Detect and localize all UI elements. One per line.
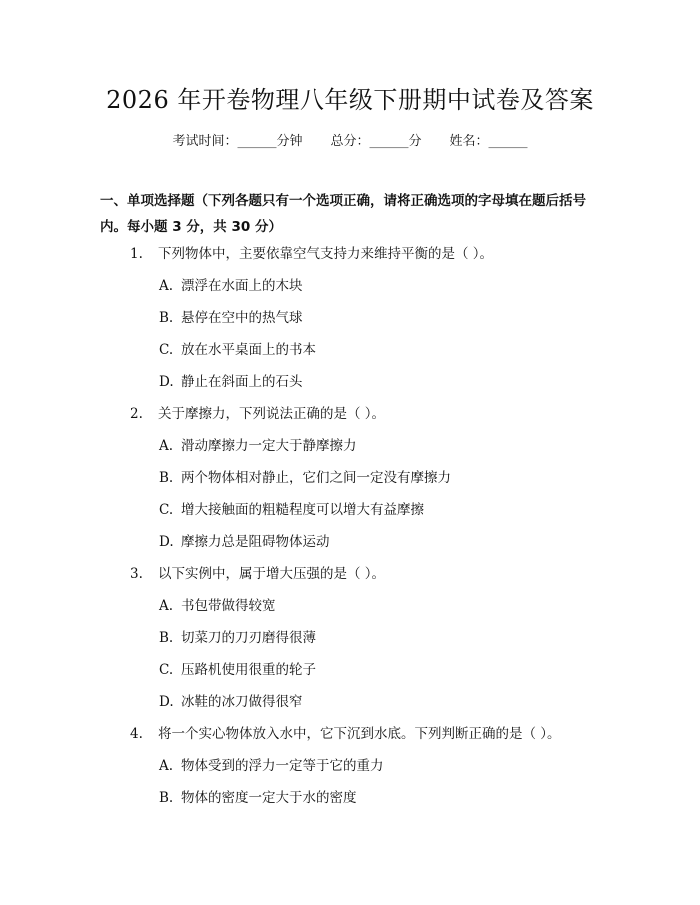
option-text: 漂浮在水面上的木块 xyxy=(181,278,303,294)
question-2-option-b xyxy=(159,468,451,488)
question-text: 将一个实心物体放入水中，它下沉到水底。下列判断正确的是（ ）。 xyxy=(158,726,561,742)
option-letter: B. xyxy=(159,630,174,646)
option-text: 静止在斜面上的石头 xyxy=(181,374,303,390)
option-letter: C. xyxy=(159,502,174,518)
question-1-option-b xyxy=(159,308,303,328)
option-text: 压路机使用很重的轮子 xyxy=(181,662,316,678)
option-letter: B. xyxy=(159,790,174,806)
option-text: 放在水平桌面上的书本 xyxy=(181,342,316,358)
question-number: 1. xyxy=(130,246,143,262)
question-text: 关于摩擦力，下列说法正确的是（ ）。 xyxy=(158,406,386,422)
option-text: 物体的密度一定大于水的密度 xyxy=(181,790,357,806)
option-letter: A. xyxy=(159,438,174,454)
option-letter: C. xyxy=(159,342,174,358)
option-text: 物体受到的浮力一定等于它的重力 xyxy=(181,758,384,774)
question-text: 以下实例中，属于增大压强的是（ ）。 xyxy=(158,566,386,582)
section-header: 一、单项选择题（下列各题只有一个选项正确，请将正确选项的字母填在题后括号内。每小题 3 分，共 30 分） xyxy=(100,193,586,235)
exam-info-line xyxy=(0,132,700,152)
question-3-option-d xyxy=(159,692,303,712)
question-3 xyxy=(130,564,385,584)
question-text: 下列物体中，主要依靠空气支持力来维持平衡的是（ ）。 xyxy=(158,246,494,262)
question-4-option-a xyxy=(159,756,384,776)
question-2-option-d xyxy=(159,532,330,552)
option-letter: D. xyxy=(159,534,174,550)
question-4 xyxy=(130,724,561,744)
question-2-option-a xyxy=(159,436,357,456)
option-letter: A. xyxy=(159,598,174,614)
question-3-option-b xyxy=(159,628,316,648)
question-4-option-b xyxy=(159,788,357,808)
exam-title: 2026 年开卷物理八年级下册期中试卷及答案 xyxy=(106,86,594,114)
option-text: 冰鞋的冰刀做得很窄 xyxy=(181,694,303,710)
question-3-option-a xyxy=(159,596,276,616)
question-number: 3. xyxy=(130,566,143,582)
option-letter: D. xyxy=(159,374,174,390)
option-letter: B. xyxy=(159,310,174,326)
question-2-option-c xyxy=(159,500,424,520)
question-1-option-c xyxy=(159,340,316,360)
option-text: 增大接触面的粗糙程度可以增大有益摩擦 xyxy=(181,502,424,518)
option-letter: C. xyxy=(159,662,174,678)
option-text: 滑动摩擦力一定大于静摩擦力 xyxy=(181,438,357,454)
student-name-field: 姓名：______ xyxy=(449,134,528,149)
question-3-option-c xyxy=(159,660,316,680)
question-2 xyxy=(130,404,385,424)
option-text: 摩擦力总是阻碍物体运动 xyxy=(181,534,330,550)
option-text: 两个物体相对静止，它们之间一定没有摩擦力 xyxy=(181,470,451,486)
option-letter: B. xyxy=(159,470,174,486)
question-1 xyxy=(130,244,493,264)
option-text: 悬停在空中的热气球 xyxy=(181,310,303,326)
question-number: 2. xyxy=(130,406,143,422)
option-letter: A. xyxy=(159,278,174,294)
option-text: 书包带做得较宽 xyxy=(181,598,276,614)
option-letter: D. xyxy=(159,694,174,710)
question-number: 4. xyxy=(130,726,143,742)
exam-time-field: 考试时间：______分钟 xyxy=(172,134,303,149)
option-text: 切菜刀的刀刃磨得很薄 xyxy=(181,630,316,646)
question-1-option-d xyxy=(159,372,303,392)
option-letter: A. xyxy=(159,758,174,774)
exam-score-field: 总分：______分 xyxy=(330,134,422,149)
question-1-option-a xyxy=(159,276,303,296)
